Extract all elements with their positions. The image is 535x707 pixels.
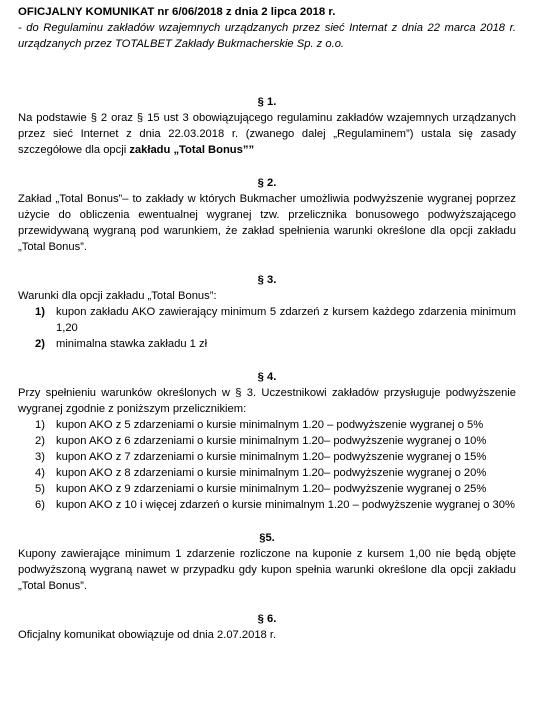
document-subtitle: - do Regulaminu zakładów wzajemnych urządzanych przez sieć Internat z dnia 22 marca 2018 r. urządzanych przez TOTALBET Zakłady Bukmacherskie Sp. z o.o. bbox=[18, 22, 516, 50]
list-item-text: minimalna stawka zakładu 1 zł bbox=[56, 338, 208, 350]
section-2-text: Zakład „Total Bonus”– to zakłady w których Bukmacher umożliwia podwyższenie wygranej poprzez użycie do obliczenia ewentualnej wygranej tzw. przelicznika bonusowego podwyższającego przewidywaną wygraną pod warunkiem, że zakład spełnienia warunki określone dla opcji zakładu „Total Bonus”. bbox=[18, 193, 516, 253]
document-title: OFICJALNY KOMUNIKAT nr 6/06/2018 z dnia 2 lipca 2018 r. bbox=[18, 6, 336, 18]
section-6-heading: § 6. bbox=[257, 613, 277, 625]
list-item-text: kupon AKO z 9 zdarzeniami o kursie minimalnym 1.20– podwyższenie wygranej o 25% bbox=[56, 483, 487, 495]
section-3-heading: § 3. bbox=[257, 274, 277, 286]
list-item-text: kupon AKO z 5 zdarzeniami o kursie minimalnym 1.20 – podwyższenie wygranej o 5% bbox=[56, 419, 484, 431]
section-2-heading: § 2. bbox=[257, 177, 277, 189]
section-1-text bbox=[18, 110, 516, 158]
list-item bbox=[18, 497, 516, 513]
section-3-list bbox=[18, 304, 516, 352]
list-item-number: 3) bbox=[35, 451, 45, 463]
list-item bbox=[18, 481, 516, 497]
list-item-number: 6) bbox=[35, 499, 45, 511]
list-item-number: 4) bbox=[35, 467, 45, 479]
list-item-text: kupon AKO z 7 zdarzeniami o kursie minimalnym 1.20– podwyższenie wygranej o 15% bbox=[56, 451, 487, 463]
list-item bbox=[18, 433, 516, 449]
section-1-bold: zakładu „Total Bonus” bbox=[129, 144, 249, 156]
section-1-heading: § 1. bbox=[257, 96, 277, 108]
section-4-list bbox=[18, 417, 516, 513]
list-item-text: kupon AKO z 8 zdarzeniami o kursie minimalnym 1.20– podwyższenie wygranej o 20% bbox=[56, 467, 487, 479]
list-item-text: kupon AKO z 10 i więcej zdarzeń o kursie minimalnym 1.20 – podwyższenie wygranej o 30% bbox=[56, 499, 515, 511]
list-item bbox=[18, 336, 516, 352]
list-item-number: 1) bbox=[35, 306, 45, 318]
list-item-number: 2) bbox=[35, 435, 45, 447]
section-1-body: Na podstawie § 2 oraz § 15 ust 3 obowiązującego regulaminu zakładów wzajemnych urządzanych przez sieć Internet z dnia 22.03.2018 r. (zwanego dalej „Regulaminem”) ustala się zasady szczegółowe dla opcji bbox=[18, 112, 516, 156]
list-item bbox=[18, 304, 516, 336]
section-3-intro: Warunki dla opcji zakładu „Total Bonus”: bbox=[18, 290, 217, 302]
section-4-heading: § 4. bbox=[257, 371, 277, 383]
list-item-number: 1) bbox=[35, 419, 45, 431]
section-1-tail: ” bbox=[248, 144, 255, 156]
list-item bbox=[18, 449, 516, 465]
list-item bbox=[18, 465, 516, 481]
section-4-intro: Przy spełnieniu warunków określonych w § 3. Uczestnikowi zakładów przysługuje podwyższenie wygranej zgodnie z poniższym przelicznikiem: bbox=[18, 387, 516, 415]
list-item-text: kupon AKO z 6 zdarzeniami o kursie minimalnym 1.20– podwyższenie wygranej o 10% bbox=[56, 435, 487, 447]
document bbox=[18, 4, 516, 643]
list-item-number: 5) bbox=[35, 483, 45, 495]
section-5-text: Kupony zawierające minimum 1 zdarzenie rozliczone na kuponie z kursem 1,00 nie będą objęte podwyższoną wygraną nawet w przypadku gdy kupon spełnia warunki określone dla opcji zakładu „Total Bonus”. bbox=[18, 548, 516, 592]
list-item bbox=[18, 417, 516, 433]
list-item-text: kupon zakładu AKO zawierający minimum 5 zdarzeń z kursem każdego zdarzenia minimum 1,20 bbox=[56, 306, 516, 334]
section-6-text: Oficjalny komunikat obowiązuje od dnia 2.07.2018 r. bbox=[18, 629, 277, 641]
list-item-number: 2) bbox=[35, 338, 45, 350]
section-5-heading: §5. bbox=[259, 532, 275, 544]
